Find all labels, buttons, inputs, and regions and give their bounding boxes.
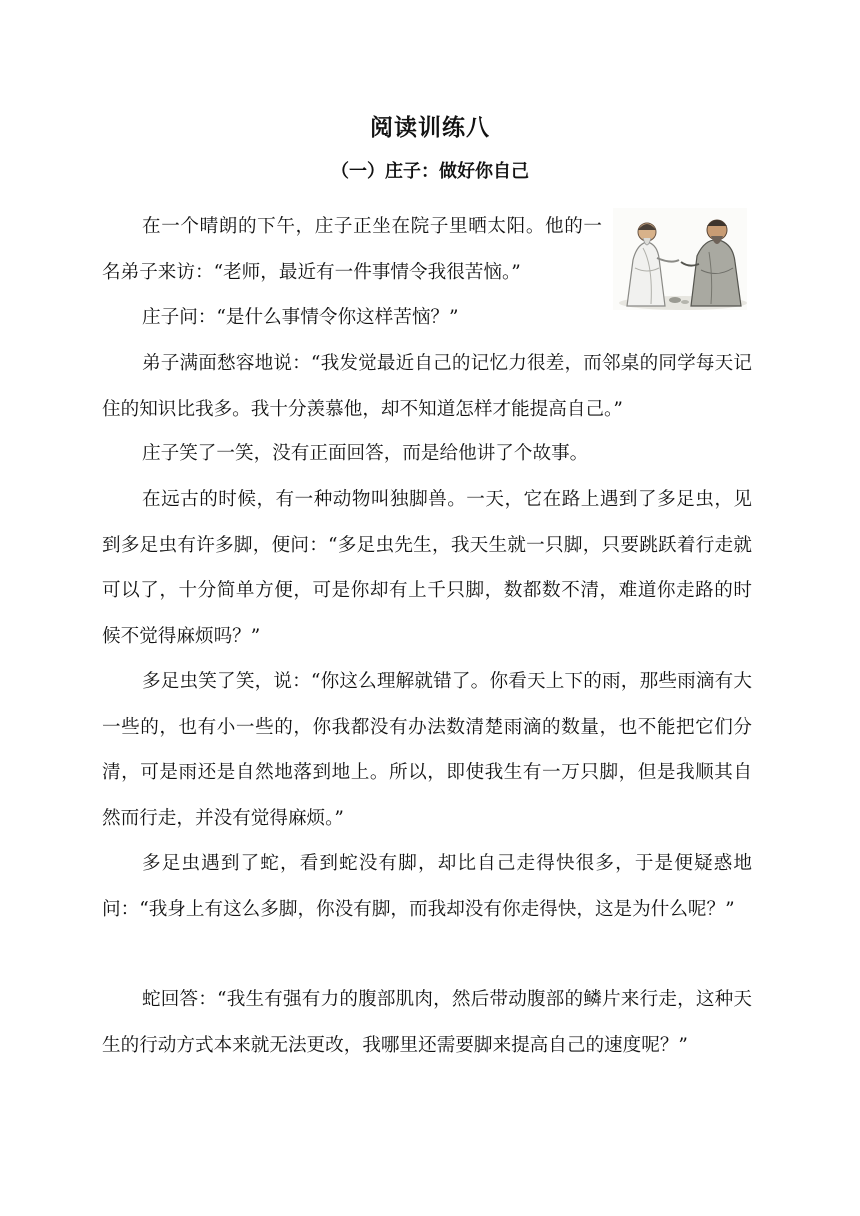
- paragraph-1: 在一个晴朗的下午，庄子正坐在院子里晒太阳。他的一名弟子来访：“老师，最近有一件事情令我很苦恼。”: [102, 216, 602, 283]
- paragraph-4: 庄子笑了一笑，没有正面回答，而是给他讲了个故事。: [142, 443, 589, 464]
- paragraph-2: 庄子问：“是什么事情令你这样苦恼？”: [142, 307, 459, 328]
- section-subtitle: （一）庄子：做好你自己: [331, 161, 529, 182]
- paragraph-7: 多足虫遇到了蛇，看到蛇没有脚，却比自己走得快很多，于是便疑惑地问：“我身上有这么多脚，你没有脚，而我却没有你走得快，这是为什么呢？”: [102, 853, 752, 920]
- page-title: 阅读训练八: [370, 115, 490, 141]
- paragraph-8: 蛇回答：“我生有强有力的腹部肌肉，然后带动腹部的鳞片来行走，这种天生的行动方式本来就无法更改，我哪里还需要脚来提高自己的速度呢？”: [102, 989, 752, 1056]
- paragraph-5: 在远古的时候，有一种动物叫独脚兽。一天，它在路上遇到了多足虫，见到多足虫有许多脚，便问：“多足虫先生，我天生就一只脚，只要跳跃着行走就可以了，十分简单方便，可是你却有上千只脚，数都数不清，难道你走路的时候不觉得麻烦吗？”: [102, 489, 752, 647]
- paragraph-3: 弟子满面愁容地说：“我发觉最近自己的记忆力很差，而邻桌的同学每天记住的知识比我多。我十分羡慕他，却不知道怎样才能提高自己。”: [102, 353, 752, 420]
- paragraph-6: 多足虫笑了笑，说：“你这么理解就错了。你看天上下的雨，那些雨滴有大一些的，也有小一些的，你我都没有办法数清楚雨滴的数量，也不能把它们分清，可是雨还是自然地落到地上。所以，即使我生有一万只脚，但是我顺其自然而行走，并没有觉得麻烦。”: [102, 671, 752, 829]
